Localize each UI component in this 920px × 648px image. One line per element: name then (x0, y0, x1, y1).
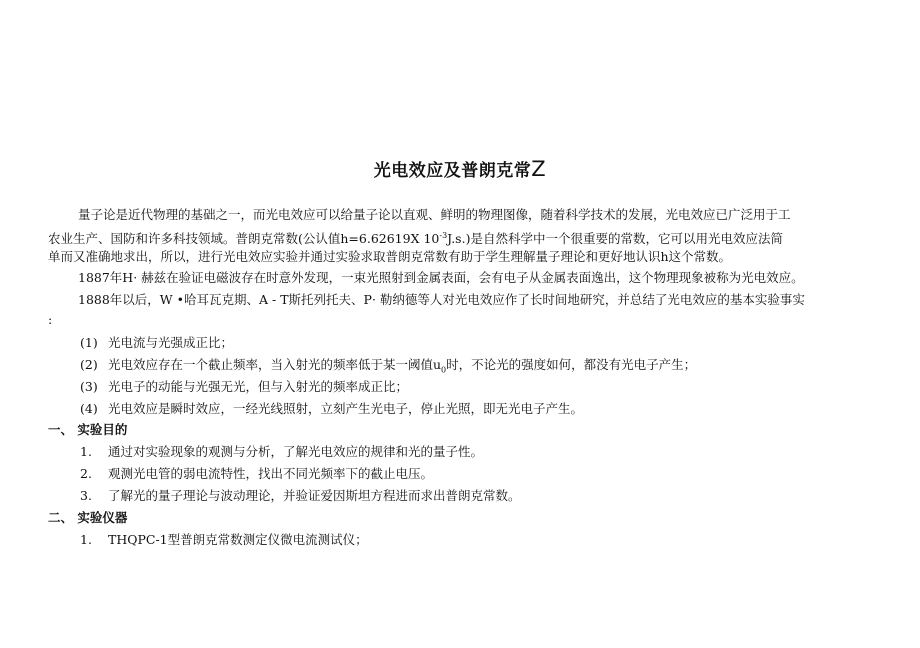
purpose-text: 观测光电管的弱电流特性，找出不同光频率下的截止电压。 (107, 466, 433, 481)
fact-number: (3) (80, 379, 98, 394)
title-suffix: Z (531, 157, 547, 181)
fact-item (80, 332, 904, 353)
purpose-text: 通过对实验现象的观测与分析，了解光电效应的规律和光的量子性。 (107, 444, 483, 459)
fact-number: (4) (80, 401, 98, 416)
purpose-number: 2. (80, 466, 92, 481)
purpose-text: 了解光的量子理论与波动理论，并验证爱因斯坦方程进而求出普朗克常数。 (107, 488, 521, 503)
fact-subscript: 0 (441, 365, 447, 375)
instrument-text: THQPC-1型普朗克常数测定仪微电流测试仪； (107, 532, 368, 547)
fact-text: 光电效应存在一个截止频率，当入射光的频率低于某一阈值u (107, 357, 442, 372)
fact-text: 光电效应是瞬时效应，一经光线照射，立刻产生光电子，停止光照，即无光电子产生。 (107, 401, 583, 416)
section-heading-instruments: 二、 实验仪器 (48, 510, 128, 525)
intro-line-1: 量子论是近代物理的基础之一，而光电效应可以给量子论以直观、鲜明的物理图像，随着科学技术的发展，光电效应已广泛用于工 (78, 207, 791, 222)
fact-text-end: 时，不论光的强度如何，都没有光电子产生； (446, 357, 697, 372)
page-title (0, 156, 920, 181)
history-line-1: 1887年H· 赫兹在验证电磁波存在时意外发现，一束光照射到金属表面，会有电子从金属表面逸出，这个物理现象被称为光电效应。 (78, 270, 804, 285)
instrument-item (80, 529, 904, 550)
purpose-number: 1. (80, 444, 92, 459)
fact-text: 光电流与光强成正比； (107, 335, 233, 350)
purpose-item (80, 485, 904, 506)
fact-number: (1) (80, 335, 98, 350)
title-text: 光电效应及普朗克常 (373, 161, 532, 181)
history-line-3: : (48, 312, 53, 327)
purpose-item (80, 463, 904, 484)
history-line-2: 1888年以后，W •哈耳瓦克期、A - T斯托列托夫、P· 勒纳德等人对光电效应作了长时间地研究，并总结了光电效应的基本实验事实 (78, 292, 805, 307)
intro-line-2-text: 农业生产、国防和许多科技领域。普朗克常数(公认值h=6.62619X 10 (48, 231, 440, 247)
fact-number: (2) (80, 357, 98, 372)
intro-line-3: 单而又准确地求出，所以，进行光电效应实验并通过实验求取普朗克常数有助于学生理解量子理论和更好地认识h这个常数。 (48, 249, 732, 264)
intro-exponent: -3 (439, 231, 448, 240)
purpose-item (80, 441, 904, 462)
purpose-number: 3. (80, 488, 92, 503)
fact-item (80, 398, 904, 419)
intro-line-2-end: J.s.)是自然科学中一个很重要的常数，它可以用光电效应法简 (447, 231, 783, 247)
fact-text: 光电子的动能与光强无光，但与入射光的频率成正比； (107, 379, 408, 394)
section-heading-purpose: 一、 实验目的 (48, 422, 128, 437)
fact-item (80, 376, 904, 397)
instrument-number: 1. (80, 532, 92, 547)
